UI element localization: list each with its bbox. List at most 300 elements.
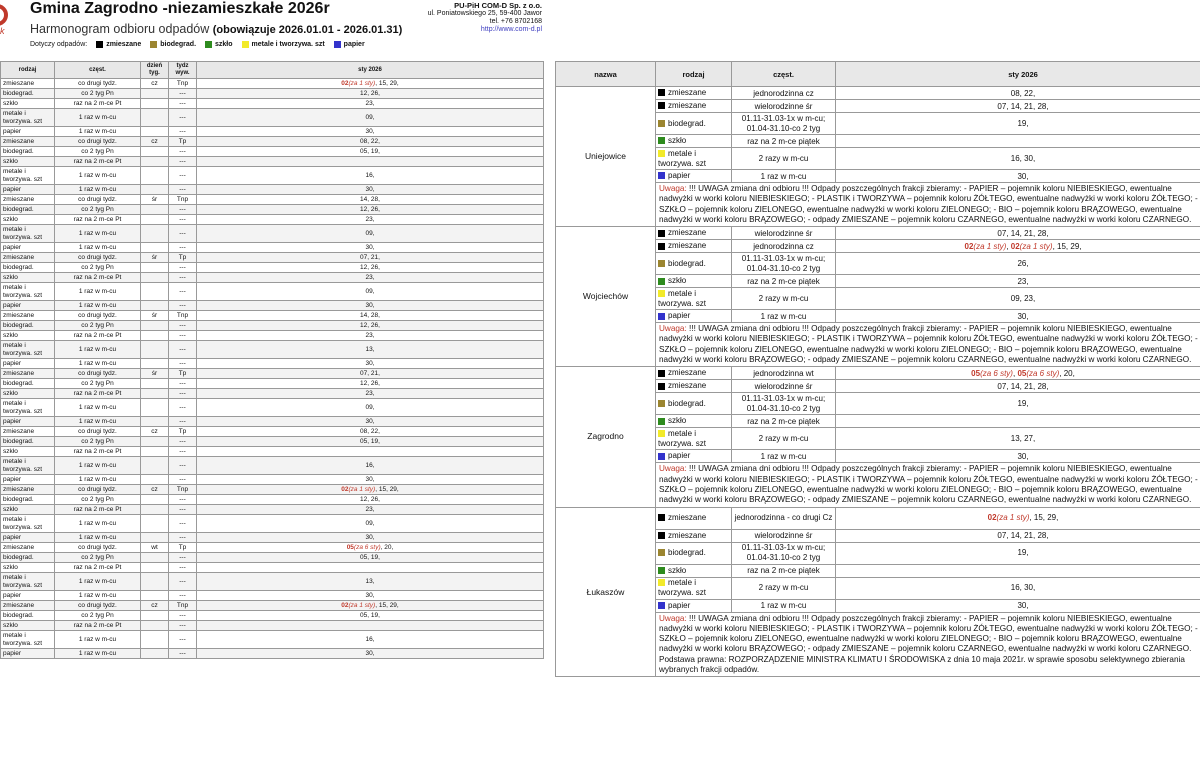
cell-rodzaj: biodegrad. (1, 321, 55, 331)
cell-dates: 16, 30, (836, 148, 1200, 170)
table-row (1, 601, 544, 611)
legal-basis: Podstawa prawna: ROZPORZĄDZENIE MINISTRA KLIMATU I ŚRODOWISKA z dnia 10 maja 2021r. w sprawie sposobu selektywnego zbierania wybranych frakcji odpadów. (659, 654, 1185, 675)
cell-czest: 01.11-31.03-1x w m-cu; 01.04-31.10-co 2 tyg (732, 542, 836, 564)
cell-dates: 07, 14, 21, 28, (836, 100, 1200, 113)
cell-tydz: --- (169, 157, 197, 167)
cell-tydz: --- (169, 399, 197, 417)
cell-dzien (141, 89, 169, 99)
cell-dates (197, 157, 544, 167)
cell-rodzaj: zmieszane (1, 601, 55, 611)
company-address: ul. Poniatowskiego 25, 59-400 Jawor (427, 10, 542, 17)
cell-dzien (141, 147, 169, 157)
table-row (1, 215, 544, 225)
cell-tydz: --- (169, 89, 197, 99)
cell-czest: co drugi tydz. (55, 427, 141, 437)
cell-czest: raz na 2 m-ce Pt (55, 99, 141, 109)
cell-dates: 19, (836, 542, 1200, 564)
right-table-header-row (556, 62, 1200, 87)
cell-dates: 12, 26, (197, 379, 544, 389)
waste-type-label: zmieszane (668, 513, 707, 523)
cell-rodzaj: zmieszane (1, 253, 55, 263)
cell-dzien (141, 301, 169, 311)
cell-rodzaj (656, 148, 732, 170)
cell-czest: raz na 2 m-ce Pt (55, 447, 141, 457)
company-name: PU-PiH COM-D Sp. z o.o. (454, 1, 542, 10)
cell-rodzaj: metale i tworzywa. szt (1, 109, 55, 127)
cell-dates: 02(za 1 sty), 15, 29, (197, 601, 544, 611)
table-row (1, 273, 544, 283)
cell-rodzaj: szkło (1, 331, 55, 341)
cell-rodzaj: metale i tworzywa. szt (1, 457, 55, 475)
waste-type-label: biodegrad. (668, 548, 706, 558)
collection-note: Uwaga: !!! UWAGA zmiana dni odbioru !!! Odpady poszczególnych frakcji zbieramy: - PAPIER – pojemnik koloru NIEBIESKIEGO, ewentualne nadwyżki w worki koloru NIEBIESKIEGO; - PLASTIK i TWORZYWA – pojemnik koloru ŻÓŁTEGO, ewentualne nadwyżki w worki koloru ŻÓŁTEGO; - SZKŁO – pojemnik koloru ZIELONEGO, ewentualne nadwyżki w worki koloru ZIELONEGO; - BIO – pojemnik koloru BRĄZOWEGO, ewentualne nadwyżki w worki koloru BRĄZOWEGO; - odpady ZMIESZANE – pojemnik koloru CZARNEGO, ewentualne nadwyżki w worki koloru CZARNEGO. (656, 323, 1200, 367)
cell-dates (197, 621, 544, 631)
cell-rodzaj: biodegrad. (1, 147, 55, 157)
legend-item-label: szkło (215, 41, 233, 48)
cell-czest: wielorodzinne śr (732, 529, 836, 542)
cell-rodzaj (656, 135, 732, 148)
cell-dzien (141, 341, 169, 359)
company-info (428, 2, 542, 34)
cell-dzien (141, 611, 169, 621)
cell-rodzaj: metale i tworzywa. szt (1, 341, 55, 359)
cell-czest: co 2 tyg Pn (55, 205, 141, 215)
waste-type-label: szkło (668, 276, 687, 286)
table-row (1, 283, 544, 301)
cell-rodzaj: papier (1, 649, 55, 659)
company-logo-text: k (0, 26, 5, 36)
cell-dzien (141, 167, 169, 185)
town-name: Zagrodno (556, 367, 656, 507)
cell-dzien (141, 573, 169, 591)
waste-type-label: zmieszane (668, 228, 707, 238)
cell-dates: 02(za 1 sty), 02(za 1 sty), 15, 29, (836, 240, 1200, 253)
cell-dzien (141, 127, 169, 137)
cell-dzien: śr (141, 253, 169, 263)
cell-czest: raz na 2 m-ce Pt (55, 389, 141, 399)
cell-czest: 1 raz w m-cu (55, 475, 141, 485)
cell-dzien (141, 263, 169, 273)
cell-dzien: wt (141, 543, 169, 553)
cell-tydz: --- (169, 515, 197, 533)
cell-dzien (141, 243, 169, 253)
waste-color-swatch (658, 549, 665, 556)
cell-dates: 09, (197, 109, 544, 127)
cell-tydz: --- (169, 283, 197, 301)
changed-date: 02 (341, 79, 349, 87)
cell-dates: 07, 14, 21, 28, (836, 380, 1200, 393)
cell-czest: 1 raz w m-cu (732, 310, 836, 323)
cell-dates: 14, 28, (197, 311, 544, 321)
cell-czest: 1 raz w m-cu (732, 450, 836, 463)
table-row (1, 89, 544, 99)
cell-dates: 19, (836, 113, 1200, 135)
table-row (1, 447, 544, 457)
cell-rodzaj: zmieszane (1, 311, 55, 321)
cell-rodzaj: zmieszane (1, 369, 55, 379)
cell-dates: 30, (197, 301, 544, 311)
cell-rodzaj (656, 393, 732, 415)
waste-color-swatch (658, 383, 665, 390)
cell-rodzaj: papier (1, 127, 55, 137)
cell-dzien (141, 331, 169, 341)
cell-tydz: Tnp (169, 195, 197, 205)
legend-item (205, 41, 233, 48)
cell-dates: 30, (197, 649, 544, 659)
legend-color-swatch (334, 41, 341, 48)
cell-dzien (141, 591, 169, 601)
cell-dzien (141, 495, 169, 505)
cell-czest: jednorodzinna cz (732, 240, 836, 253)
changed-date-note: (za 6 sty) (980, 368, 1013, 378)
cell-tydz: --- (169, 649, 197, 659)
cell-rodzaj: metale i tworzywa. szt (1, 631, 55, 649)
cell-czest: co drugi tydz. (55, 137, 141, 147)
cell-dates: 07, 14, 21, 28, (836, 227, 1200, 240)
cell-czest: raz na 2 m-ce Pt (55, 157, 141, 167)
cell-dates: 30, (836, 170, 1200, 183)
cell-czest: raz na 2 m-ce piątek (732, 135, 836, 148)
cell-tydz: --- (169, 99, 197, 109)
cell-rodzaj (656, 275, 732, 288)
cell-czest: raz na 2 m-ce Pt (55, 215, 141, 225)
cell-dates: 30, (197, 533, 544, 543)
col-header-month-right: sty 2026 (836, 62, 1200, 87)
cell-dates: 30, (197, 185, 544, 195)
cell-dates: 30, (197, 475, 544, 485)
table-row (1, 621, 544, 631)
waste-type-label: papier (668, 600, 691, 610)
legend-color-swatch (96, 41, 103, 48)
changed-date-note: (za 1 sty) (973, 241, 1007, 251)
cell-dzien (141, 475, 169, 485)
cell-tydz: --- (169, 553, 197, 563)
table-row (1, 109, 544, 127)
cell-dates: 30, (836, 599, 1200, 612)
cell-rodzaj: zmieszane (1, 195, 55, 205)
collection-note: Uwaga: !!! UWAGA zmiana dni odbioru !!! Odpady poszczególnych frakcji zbieramy: - PAPIER – pojemnik koloru NIEBIESKIEGO, ewentualne nadwyżki w worki koloru NIEBIESKIEGO; - PLASTIK i TWORZYWA – pojemnik koloru ŻÓŁTEGO, ewentualne nadwyżki w worki koloru ŻÓŁTEGO; - SZKŁO – pojemnik koloru ZIELONEGO, ewentualne nadwyżki w worki koloru ZIELONEGO; - BIO – pojemnik koloru BRĄZOWEGO, ewentualne nadwyżki w worki koloru BRĄZOWEGO; - odpady ZMIESZANE – pojemnik koloru CZARNEGO, ewentualne nadwyżki w worki koloru CZARNEGO. Podstawa prawna: ROZPORZĄDZENIE MINISTRA KLIMATU I ŚRODOWISKA z dnia 10 maja 2021r. w sprawie sposobu selektywnego zbierania wybranych frakcji odpadów. (656, 612, 1200, 677)
cell-tydz: --- (169, 127, 197, 137)
waste-color-swatch (658, 418, 665, 425)
table-row (1, 417, 544, 427)
cell-dates: 16, (197, 631, 544, 649)
table-row (1, 475, 544, 485)
cell-dates: 07, 14, 21, 28, (836, 529, 1200, 542)
waste-color-swatch (658, 290, 665, 297)
legend-item (334, 41, 365, 48)
cell-rodzaj (656, 113, 732, 135)
cell-czest: jednorodzinna wt (732, 367, 836, 380)
cell-tydz: Tp (169, 427, 197, 437)
validity-period: (obowiązuje 2026.01.01 - 2026.01.31) (212, 24, 403, 36)
cell-czest: 1 raz w m-cu (55, 457, 141, 475)
cell-dzien: cz (141, 601, 169, 611)
cell-czest: 1 raz w m-cu (55, 283, 141, 301)
cell-tydz: --- (169, 437, 197, 447)
cell-czest: 1 raz w m-cu (55, 341, 141, 359)
cell-rodzaj (656, 253, 732, 275)
table-row (1, 533, 544, 543)
waste-type-label: metale i tworzywa. szt (658, 288, 707, 308)
cell-czest: co 2 tyg Pn (55, 437, 141, 447)
cell-czest: raz na 2 m-ce Pt (55, 563, 141, 573)
cell-dzien (141, 205, 169, 215)
cell-czest: co drugi tydz. (55, 253, 141, 263)
waste-type-label: zmieszane (668, 530, 707, 540)
cell-dzien (141, 389, 169, 399)
col-header-rodzaj: rodzaj (1, 62, 55, 79)
cell-tydz: --- (169, 167, 197, 185)
table-row (1, 195, 544, 205)
waste-type-label: szkło (668, 136, 687, 145)
cell-czest: co 2 tyg Pn (55, 89, 141, 99)
cell-dzien: śr (141, 195, 169, 205)
cell-dates: 05, 19, (197, 611, 544, 621)
cell-dzien (141, 185, 169, 195)
cell-dates: 13, (197, 341, 544, 359)
cell-tydz: --- (169, 389, 197, 399)
cell-rodzaj: biodegrad. (1, 553, 55, 563)
cell-tydz: Tnp (169, 485, 197, 495)
cell-rodzaj: papier (1, 359, 55, 369)
cell-dzien (141, 359, 169, 369)
table-row (1, 399, 544, 417)
company-url-link[interactable]: http://www.com-d.pl (480, 26, 542, 33)
waste-type-legend (30, 41, 365, 48)
cell-czest: co 2 tyg Pn (55, 553, 141, 563)
cell-dates (836, 135, 1200, 148)
cell-dates (197, 563, 544, 573)
cell-dzien: cz (141, 485, 169, 495)
waste-color-swatch (658, 602, 665, 609)
cell-rodzaj: biodegrad. (1, 379, 55, 389)
cell-dates: 09, (197, 515, 544, 533)
waste-type-label: metale i tworzywa. szt (658, 148, 707, 168)
legend-item-label: biodegrad. (160, 41, 197, 48)
note-warning-label: Uwaga: (659, 324, 687, 334)
cell-dates: 30, (197, 243, 544, 253)
cell-dates: 13, (197, 573, 544, 591)
cell-dates: 08, 22, (836, 87, 1200, 100)
cell-dzien (141, 215, 169, 225)
changed-date-note: (za 1 sty) (348, 485, 376, 493)
cell-dates: 30, (197, 359, 544, 369)
table-row (1, 379, 544, 389)
legend-item (96, 41, 141, 48)
cell-tydz: --- (169, 147, 197, 157)
table-row (1, 369, 544, 379)
cell-dates: 23, (197, 99, 544, 109)
waste-type-label: biodegrad. (668, 118, 706, 128)
cell-tydz: --- (169, 533, 197, 543)
cell-dzien (141, 533, 169, 543)
cell-czest: co drugi tydz. (55, 79, 141, 89)
cell-czest: 1 raz w m-cu (55, 573, 141, 591)
cell-tydz: Tp (169, 253, 197, 263)
waste-color-swatch (658, 278, 665, 285)
cell-dates: 30, (836, 450, 1200, 463)
cell-rodzaj: papier (1, 417, 55, 427)
table-row (1, 167, 544, 185)
table-row (1, 427, 544, 437)
cell-rodzaj: zmieszane (1, 79, 55, 89)
cell-rodzaj (656, 100, 732, 113)
schedule-table-right (555, 61, 1200, 677)
town-name: Wojciechów (556, 227, 656, 367)
cell-tydz: --- (169, 321, 197, 331)
cell-czest: raz na 2 m-ce piątek (732, 275, 836, 288)
cell-dates: 26, (836, 253, 1200, 275)
cell-rodzaj: szkło (1, 273, 55, 283)
cell-czest: co 2 tyg Pn (55, 611, 141, 621)
changed-date-note: (za 1 sty) (996, 513, 1030, 523)
cell-dzien: cz (141, 79, 169, 89)
cell-dates: 23, (197, 505, 544, 515)
cell-rodzaj (656, 288, 732, 310)
cell-dates: 23, (197, 389, 544, 399)
cell-czest: raz na 2 m-ce piątek (732, 564, 836, 577)
cell-dates: 07, 21, (197, 253, 544, 263)
cell-rodzaj: zmieszane (1, 543, 55, 553)
waste-color-swatch (658, 260, 665, 267)
legend-item-label: zmieszane (106, 41, 142, 48)
cell-dzien (141, 563, 169, 573)
cell-dzien (141, 99, 169, 109)
table-row (1, 301, 544, 311)
table-row (1, 243, 544, 253)
waste-type-label: zmieszane (668, 88, 707, 97)
cell-czest: raz na 2 m-ce piątek (732, 415, 836, 428)
legend-label: Dotyczy odpadów: (30, 41, 88, 48)
cell-dates: 23, (197, 215, 544, 225)
cell-czest: co 2 tyg Pn (55, 495, 141, 505)
waste-color-swatch (658, 243, 665, 250)
note-warning-label: Uwaga: (659, 464, 687, 474)
left-table-header-row (1, 62, 544, 79)
cell-rodzaj: metale i tworzywa. szt (1, 283, 55, 301)
cell-czest: 2 razy w m-cu (732, 577, 836, 599)
cell-dates: 05, 19, (197, 437, 544, 447)
cell-tydz: --- (169, 379, 197, 389)
table-row (1, 99, 544, 109)
cell-czest: 1 raz w m-cu (55, 243, 141, 253)
cell-rodzaj: biodegrad. (1, 263, 55, 273)
table-row (1, 157, 544, 167)
cell-dates: 05, 19, (197, 553, 544, 563)
cell-rodzaj: szkło (1, 621, 55, 631)
table-row (1, 505, 544, 515)
cell-dzien: cz (141, 427, 169, 437)
cell-dzien (141, 283, 169, 301)
cell-czest: 1 raz w m-cu (55, 167, 141, 185)
waste-type-label: biodegrad. (668, 398, 706, 408)
table-row (1, 457, 544, 475)
changed-date: 05 (971, 368, 981, 378)
cell-czest: wielorodzinne śr (732, 100, 836, 113)
cell-rodzaj (656, 428, 732, 450)
legend-color-swatch (150, 41, 157, 48)
cell-rodzaj (656, 310, 732, 323)
waste-color-swatch (658, 137, 665, 144)
table-row (1, 263, 544, 273)
cell-rodzaj: szkło (1, 447, 55, 457)
cell-rodzaj: szkło (1, 157, 55, 167)
cell-dates (836, 564, 1200, 577)
table-row (1, 573, 544, 591)
legend-item (242, 41, 325, 48)
cell-rodzaj: papier (1, 591, 55, 601)
table-row (1, 253, 544, 263)
cell-tydz: --- (169, 205, 197, 215)
cell-dates: 30, (197, 127, 544, 137)
cell-czest: 1 raz w m-cu (55, 127, 141, 137)
cell-czest: 01.11-31.03-1x w m-cu; 01.04-31.10-co 2 tyg (732, 253, 836, 275)
cell-rodzaj: papier (1, 533, 55, 543)
changed-date: 02 (1010, 241, 1020, 251)
table-row (1, 147, 544, 157)
cell-czest: raz na 2 m-ce Pt (55, 331, 141, 341)
changed-date: 02 (964, 241, 974, 251)
changed-date-note: (za 1 sty) (348, 79, 376, 87)
changed-date: 05 (1017, 368, 1027, 378)
cell-czest: 1 raz w m-cu (55, 399, 141, 417)
cell-tydz: --- (169, 263, 197, 273)
waste-color-swatch (658, 430, 665, 437)
cell-dzien (141, 631, 169, 649)
cell-tydz: --- (169, 621, 197, 631)
cell-dzien (141, 379, 169, 389)
cell-tydz: Tp (169, 543, 197, 553)
cell-dzien (141, 225, 169, 243)
town-name: Uniejowice (556, 87, 656, 227)
cell-dates: 23, (197, 331, 544, 341)
col-header-month: sty 2026 (197, 62, 544, 79)
cell-czest: 1 raz w m-cu (55, 649, 141, 659)
table-row (1, 225, 544, 243)
cell-tydz: --- (169, 505, 197, 515)
cell-tydz: Tnp (169, 79, 197, 89)
cell-rodzaj: metale i tworzywa. szt (1, 515, 55, 533)
cell-tydz: --- (169, 417, 197, 427)
cell-dates: 14, 28, (197, 195, 544, 205)
cell-czest: wielorodzinne śr (732, 227, 836, 240)
note-warning-label: Uwaga: (659, 184, 687, 193)
cell-dzien (141, 553, 169, 563)
cell-dates: 09, (197, 225, 544, 243)
cell-czest: 1 raz w m-cu (55, 359, 141, 369)
table-row (1, 495, 544, 505)
cell-rodzaj (656, 529, 732, 542)
cell-czest: 1 raz w m-cu (55, 301, 141, 311)
table-row (1, 321, 544, 331)
waste-color-swatch (658, 400, 665, 407)
cell-rodzaj: biodegrad. (1, 611, 55, 621)
waste-color-swatch (658, 532, 665, 539)
cell-dates: 02(za 1 sty), 15, 29, (836, 507, 1200, 529)
cell-dates: 05(za 6 sty), 05(za 6 sty), 20, (836, 367, 1200, 380)
cell-rodzaj: papier (1, 185, 55, 195)
cell-tydz: --- (169, 225, 197, 243)
cell-dates: 12, 26, (197, 205, 544, 215)
cell-rodzaj (656, 170, 732, 183)
cell-rodzaj (656, 227, 732, 240)
cell-rodzaj (656, 240, 732, 253)
cell-rodzaj: biodegrad. (1, 437, 55, 447)
cell-rodzaj (656, 367, 732, 380)
table-row (1, 485, 544, 495)
legend-item-label: metale i tworzywa. szt (251, 41, 325, 48)
cell-czest: 1 raz w m-cu (55, 225, 141, 243)
